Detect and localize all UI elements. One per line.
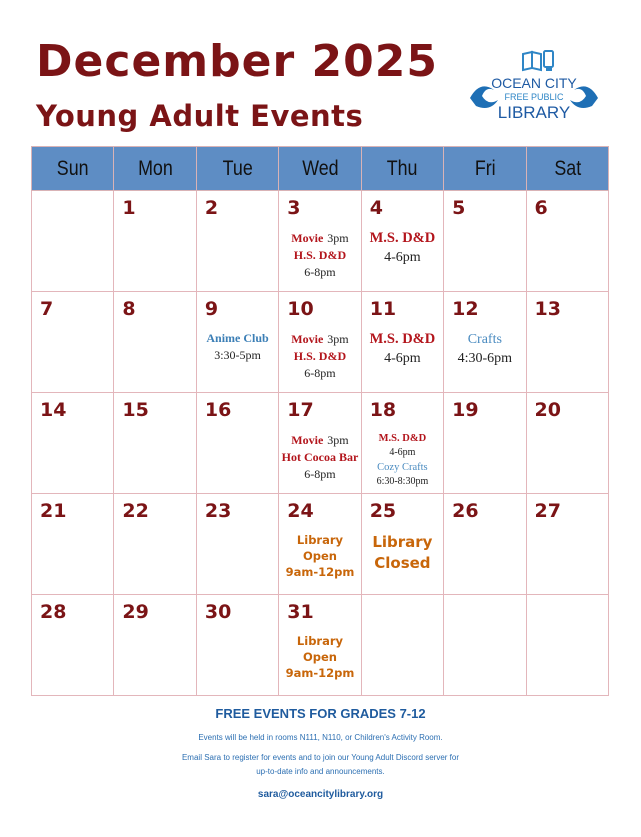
weekday-mon: Mon [114,147,196,191]
event-name: Crafts [467,332,502,347]
calendar-day-cell [279,292,361,393]
calendar-day-cell [114,494,196,595]
calendar-day-cell [526,191,608,292]
weekday-tue: Tue [196,147,278,191]
calendar-day-cell [196,292,278,393]
day-number: 8 [122,298,136,320]
day-number: 16 [204,399,232,421]
event-name: M.S. D&D [378,433,427,444]
event-time: 3pm [327,433,349,447]
library-logo [468,46,600,126]
day-number: 30 [204,601,232,623]
event-name: Anime Club [206,331,269,345]
footer-register-note: Email Sara to register for events and to join our Young Adult Discord server for [181,753,460,762]
day-number: 19 [452,399,479,421]
day-number: 26 [452,500,479,522]
day-number: 5 [452,197,466,219]
day-number: 28 [40,601,67,623]
day-number: 6 [534,197,548,219]
day-number: 29 [122,601,149,623]
book-device-icon [468,46,600,126]
event-name: Library [296,533,344,547]
calendar-week-row [32,393,609,494]
calendar-day-cell [114,595,196,696]
calendar-day-cell [196,595,278,696]
calendar-day-cell [361,292,443,393]
day-events [362,229,443,267]
calendar-day-cell [114,393,196,494]
weekday-header-row [32,147,609,191]
calendar-day-cell [196,191,278,292]
calendar-week-row [32,494,609,595]
day-number: 1 [122,197,136,219]
event-name: Library [372,533,433,551]
logo-line1: OCEAN CITY [491,75,577,91]
day-number: 9 [204,298,219,320]
event-title-time [279,330,360,348]
event-name: M.S. D&D [369,331,436,347]
weekday-sun: Sun [32,147,114,191]
weekday-sat: Sat [526,147,608,191]
day-number: 7 [40,298,54,320]
event-name: H.S. D&D [293,248,347,262]
event-time: 4-6pm [384,351,421,366]
calendar-day-cell [32,191,114,292]
page-title: December 2025 [36,36,438,87]
calendar-day-cell [32,595,114,696]
calendar-week-row [32,292,609,393]
day-number: 18 [369,399,397,421]
calendar-day-cell [114,292,196,393]
day-number: 15 [122,399,149,421]
event-time: 9am-12pm [285,666,355,680]
event-name: M.S. D&D [369,230,436,246]
calendar-week-row [32,191,609,292]
day-events [444,330,525,368]
calendar-day-cell [361,494,443,595]
event-title-time [279,431,360,449]
event-time: 4-6pm [384,250,421,265]
day-number: 13 [534,298,561,320]
weekday-fri: Fri [444,147,526,191]
calendar-day-cell [196,494,278,595]
event-name: Open [302,549,337,563]
day-number: 24 [287,500,314,522]
calendar-day-cell [32,393,114,494]
day-number: 12 [452,298,479,320]
event-time: 6-8pm [304,467,336,481]
day-events [362,532,443,574]
event-time: 6-8pm [304,366,336,380]
footer-heading: FREE EVENTS FOR GRADES 7-12 [215,706,426,721]
day-number: 21 [40,500,67,522]
day-events [279,633,360,681]
weekday-wed: Wed [279,147,361,191]
event-name: Library [296,634,344,648]
day-number: 27 [534,500,561,522]
day-number: 2 [204,197,219,219]
day-events [362,330,443,368]
logo-line3: LIBRARY [497,103,571,122]
event-name: Movie [291,332,324,346]
day-number: 10 [287,298,314,320]
calendar-day-cell [526,595,608,696]
day-number: 23 [204,500,232,522]
calendar-week-row [32,595,609,696]
calendar-day-cell [526,494,608,595]
event-name: Cozy Crafts [377,462,428,473]
day-number: 4 [369,197,383,219]
calendar-day-cell [32,494,114,595]
day-events [279,431,360,483]
event-time: 4-6pm [389,447,416,458]
calendar-day-cell [279,595,361,696]
day-events [279,229,360,281]
calendar-day-cell [444,393,526,494]
calendar-day-cell [444,292,526,393]
event-title-time [279,229,360,247]
calendar-day-cell [279,494,361,595]
calendar-grid [31,146,609,696]
calendar-day-cell [361,393,443,494]
event-time: 3pm [327,231,349,245]
contact-email-link[interactable]: sara@oceancitylibrary.org [257,789,384,800]
calendar-body [32,191,609,696]
logo-line2: FREE PUBLIC [504,92,564,102]
event-name: H.S. D&D [293,349,347,363]
calendar-day-cell [279,393,361,494]
calendar-day-cell [361,191,443,292]
calendar-day-cell [361,595,443,696]
day-number: 14 [40,399,67,421]
calendar-day-cell [526,292,608,393]
calendar-day-cell [114,191,196,292]
day-events [362,431,443,489]
day-number: 31 [287,601,314,623]
calendar-day-cell [444,595,526,696]
event-time: 9am-12pm [285,565,355,579]
day-events [197,330,278,364]
calendar-day-cell [444,191,526,292]
day-events [279,532,360,580]
day-number: 20 [534,399,561,421]
calendar-day-cell [526,393,608,494]
day-number: 22 [122,500,149,522]
event-name: Movie [291,231,324,245]
calendar-day-cell [444,494,526,595]
calendar-day-cell [279,191,361,292]
event-time: 3:30-5pm [214,348,261,362]
event-time: 6:30-8:30pm [376,476,429,487]
calendar-day-cell [196,393,278,494]
footer-rooms-note: Events will be held in rooms N111, N110, or Children's Activity Room. [198,733,443,742]
event-time: 6-8pm [304,265,336,279]
day-number: 25 [369,500,397,522]
calendar-day-cell [32,292,114,393]
event-name: Open [302,650,337,664]
event-name: Hot Cocoa Bar [281,450,359,464]
page-subtitle: Young Adult Events [36,99,364,133]
footer-register-note-cont: up-to-date info and announcements. [256,767,385,776]
day-number: 3 [287,197,301,219]
event-name: Closed [374,554,431,572]
day-events [279,330,360,382]
event-name: Movie [291,433,324,447]
event-time: 4:30-6pm [457,351,513,366]
event-time: 3pm [327,332,349,346]
day-number: 11 [369,298,397,320]
weekday-thu: Thu [361,147,443,191]
day-number: 17 [287,399,314,421]
